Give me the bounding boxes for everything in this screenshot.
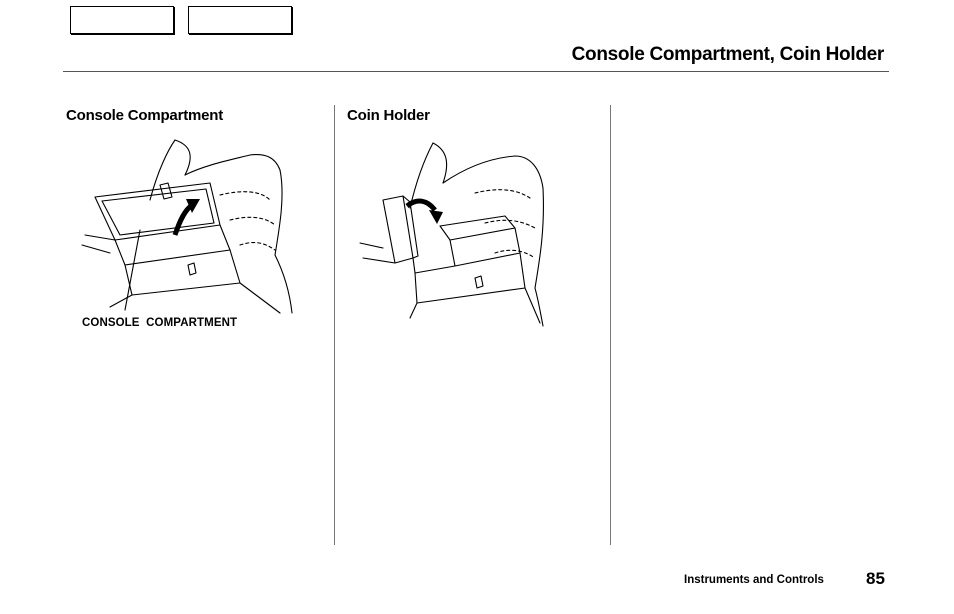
coin-holder-heading: Coin Holder — [347, 107, 430, 124]
page-title: Console Compartment, Coin Holder — [571, 44, 884, 65]
coin-holder-illustration — [355, 138, 550, 328]
console-compartment-heading: Console Compartment — [66, 107, 224, 124]
column-divider-2 — [610, 105, 611, 545]
column-divider-1 — [334, 105, 335, 545]
title-rule — [63, 71, 889, 72]
console-compartment-illustration — [80, 135, 295, 315]
nav-button-1[interactable] — [70, 6, 174, 34]
console-compartment-callout: CONSOLE COMPARTMENT — [82, 317, 238, 329]
page-number: 85 — [866, 569, 885, 588]
footer-section-title: Instruments and Controls — [684, 574, 824, 586]
nav-button-2[interactable] — [188, 6, 292, 34]
